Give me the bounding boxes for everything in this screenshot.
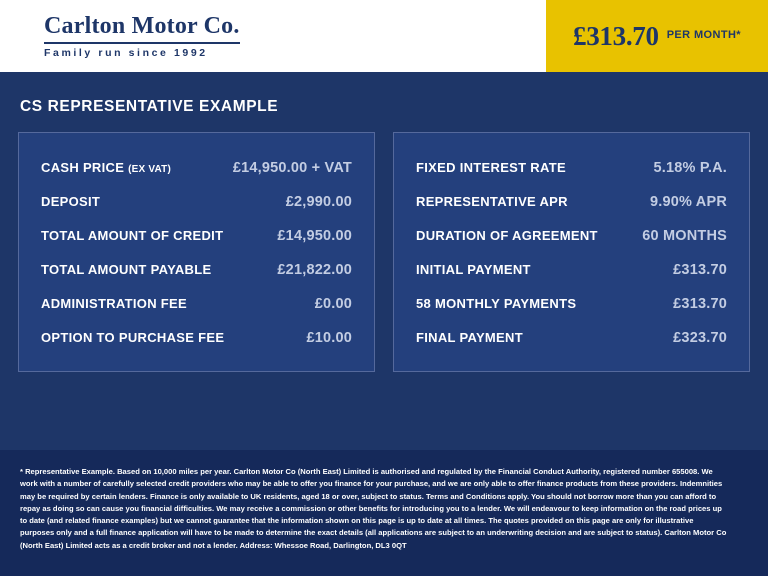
logo-tagline: Family run since 1992 [44, 46, 208, 59]
row-value: £10.00 [306, 330, 352, 346]
table-row [39, 185, 354, 219]
row-label: 58 MONTHLY PAYMENTS [416, 296, 577, 311]
page-title [0, 72, 768, 132]
row-label: CASH PRICE (EX VAT) [41, 160, 172, 175]
left-finance-panel [18, 132, 375, 372]
row-label: FINAL PAYMENT [416, 330, 523, 345]
disclaimer-text: * Representative Example. Based on 10,000 miles per year. Carlton Motor Co (North East) Limited is authorised and regulated by the Financial Conduct Authority, registered number 655008. We work with a number of carefully selected credit providers who may be able to offer you finance for your purchase, and we are only able to offer finance products from these providers. Indemnities may be required by certain lenders. Finance is only available to UK residents, aged 18 or over, subject to status. Terms and Conditions apply. You should not borrow more than you can afford to repay as doing so can cause you financial difficulties. We may receive a commission or other benefits for introducing you to a lender. We will endeavour to keep information on the road prices up to date (and related finance examples) but we cannot guarantee that the information shown on this page is up to date at all times. The quotes provided on this page are only for illustrative purposes only and a full finance application will have to be made to determine the exact details (all applications are subject to an underwriting decision and are subject to status). Carlton Motor Co (North East) Limited acts as a credit broker and not a lender. Address: Whessoe Road, Darlington, DL3 0QT [20, 467, 727, 550]
table-row [414, 185, 729, 219]
table-row [39, 151, 354, 185]
table-row [39, 219, 354, 253]
row-value: 5.18% P.A. [653, 160, 727, 176]
row-label: OPTION TO PURCHASE FEE [41, 330, 225, 345]
logo-area [0, 0, 546, 72]
row-label: FIXED INTEREST RATE [416, 160, 566, 175]
row-label-note: (EX VAT) [128, 164, 172, 175]
brand-logo [44, 14, 240, 59]
row-label: REPRESENTATIVE APR [416, 194, 568, 209]
logo-divider [44, 42, 240, 44]
table-row [414, 287, 729, 321]
table-row [39, 253, 354, 287]
logo-title: Carlton Motor Co. [44, 12, 240, 39]
table-row [414, 321, 729, 355]
row-value: £313.70 [673, 262, 727, 278]
row-label: ADMINISTRATION FEE [41, 296, 187, 311]
row-value: £313.70 [673, 296, 727, 312]
row-label: DURATION OF AGREEMENT [416, 228, 598, 243]
table-row [39, 321, 354, 355]
row-label: DEPOSIT [41, 194, 101, 209]
row-value: £323.70 [673, 330, 727, 346]
row-label: TOTAL AMOUNT PAYABLE [41, 262, 212, 277]
monthly-price-amount: £313.70 [573, 20, 659, 51]
monthly-price-period: PER MONTH* [666, 29, 741, 41]
right-finance-panel [393, 132, 750, 372]
row-value: £14,950.00 [277, 228, 352, 244]
finance-panels [18, 132, 750, 372]
row-value: £21,822.00 [277, 262, 352, 278]
footer-disclaimer [0, 450, 768, 576]
table-row [39, 287, 354, 321]
page-title-text: CS REPRESENTATIVE EXAMPLE [20, 98, 279, 115]
table-row [414, 151, 729, 185]
page-header [0, 0, 768, 72]
table-row [414, 219, 729, 253]
table-row [414, 253, 729, 287]
row-value: £2,990.00 [285, 194, 352, 210]
row-value: 60 MONTHS [642, 228, 727, 244]
row-label: INITIAL PAYMENT [416, 262, 531, 277]
row-value: £14,950.00 + VAT [232, 160, 352, 176]
row-label: TOTAL AMOUNT OF CREDIT [41, 228, 224, 243]
row-value: £0.00 [314, 296, 352, 312]
monthly-price-badge [546, 0, 768, 72]
row-value: 9.90% APR [649, 194, 727, 210]
